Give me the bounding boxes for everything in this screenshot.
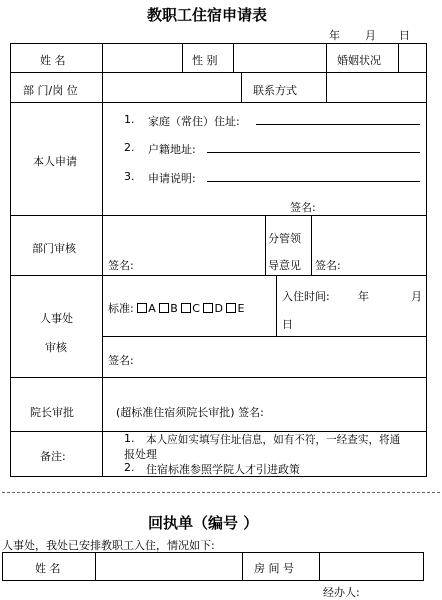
receipt-name-field[interactable] [96,553,241,580]
president-signature-label: (超标准住宿须院长审批) 签名: [116,406,264,419]
option-d[interactable]: D [203,302,222,315]
household-address-field[interactable] [207,152,420,153]
leader-signature-label: 签名: [315,259,341,272]
note2-number: 2. [124,461,135,474]
date-day: 日 [399,29,410,42]
marital-status-field[interactable] [399,44,425,72]
contact-field[interactable] [327,73,425,102]
date-year: 年 [329,29,340,42]
home-address-field[interactable] [256,124,420,125]
contact-label: 联系方式 [253,84,297,97]
checkbox-icon [159,303,169,313]
leader-opinion-label-line1: 分管领 [268,232,301,245]
applicant-section-label: 本人申请 [33,155,77,168]
item3-number: 3. [124,170,135,183]
receipt-room-field[interactable] [320,553,422,580]
receipt-name-label: 姓 名 [35,562,61,575]
home-address-label: 家庭（常住）住址: [148,115,240,128]
item2-number: 2. [124,141,135,154]
standard-label: 标准: [108,302,134,315]
item1-number: 1. [124,113,135,126]
gender-label: 性 别 [192,54,218,67]
president-approval-label: 院长审批 [30,406,74,419]
checkin-time-label: 入住时间: [282,290,330,303]
notes-label: 备注: [40,450,66,463]
checkbox-icon [226,303,236,313]
checkbox-icon [181,303,191,313]
note1-number: 1. [124,432,135,445]
receipt-handler-label: 经办人: [323,586,360,599]
applicant-signature-label: 签名: [290,201,316,214]
checkin-year: 年 [358,290,369,303]
checkbox-icon [203,303,213,313]
hr-label-line1: 人事处 [40,312,73,325]
option-b[interactable]: B [159,302,178,315]
department-signature-label: 签名: [108,259,134,272]
marital-status-label: 婚姻状况 [337,54,381,67]
option-a[interactable]: A [137,302,156,315]
form-title: 教职工住宿申请表 [147,6,268,24]
department-position-field[interactable] [103,73,240,102]
hr-label-line2: 审核 [45,341,67,354]
gender-field[interactable] [234,44,325,72]
receipt-room-label: 房 间 号 [254,562,294,575]
note1-line2: 报处理 [124,448,157,461]
standard-options [108,300,244,316]
checkin-month: 月 [411,290,422,303]
household-address-label: 户籍地址: [148,143,196,156]
checkin-day: 日 [282,318,293,331]
date-month: 月 [365,29,376,42]
cut-line [2,492,440,493]
option-c[interactable]: C [181,302,200,315]
leader-opinion-label-line2: 导意见 [268,259,301,272]
hr-signature-label: 签名: [108,354,134,367]
note1-line1: 本人应如实填写住址信息，如有不符，一经查实，将通 [146,434,401,446]
name-label: 姓 名 [40,54,66,67]
receipt-intro: 人事处，我处已安排教职工入住，情况如下: [2,539,215,552]
department-review-label: 部门审核 [32,242,76,255]
receipt-title: 回执单（编号 ） [148,514,259,532]
department-position-label: 部 门/岗 位 [23,84,78,97]
application-note-label: 申请说明: [148,172,196,185]
checkbox-icon [137,303,147,313]
note2-text: 住宿标准参照学院人才引进政策 [146,463,300,476]
option-e[interactable]: E [226,302,244,315]
name-field[interactable] [103,44,181,72]
application-note-field[interactable] [207,181,420,182]
